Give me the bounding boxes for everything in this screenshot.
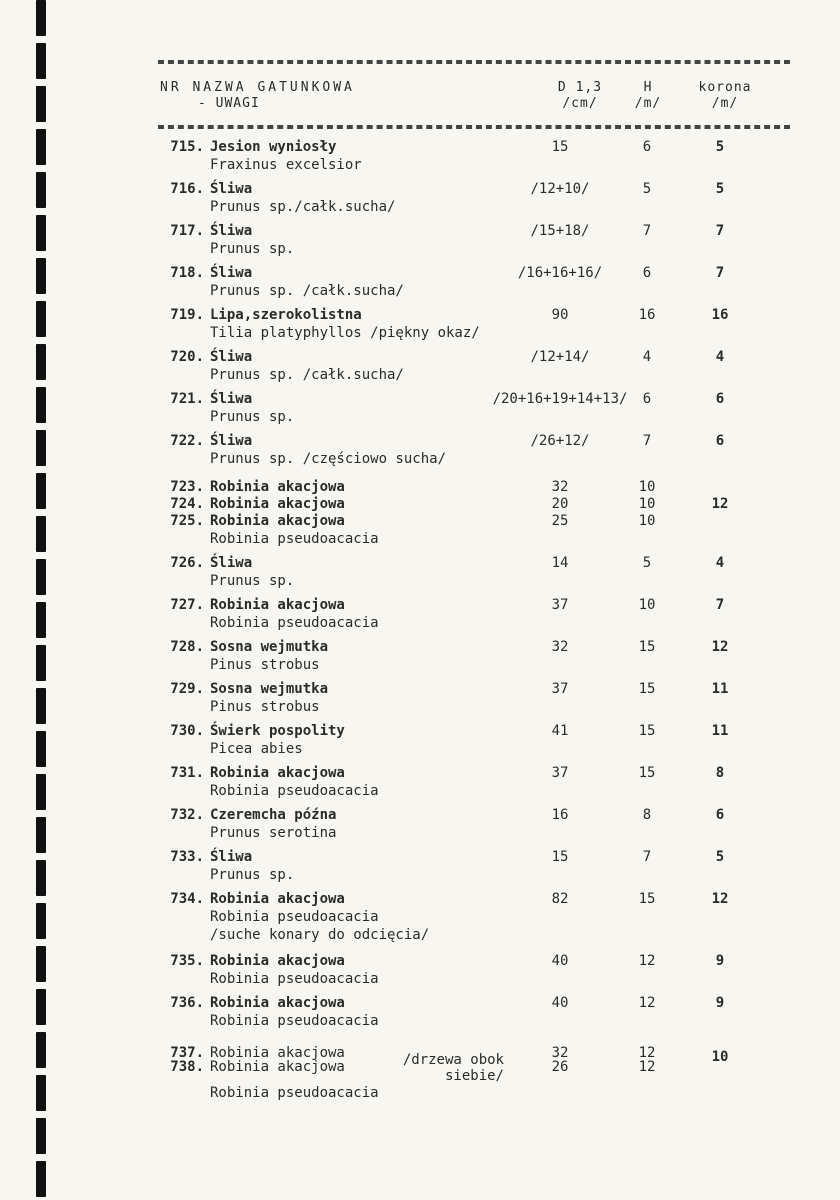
row-crown: 4	[715, 349, 725, 365]
row-number: 738.	[170, 1059, 204, 1075]
row-common-name: Robinia akacjowa	[210, 1059, 345, 1075]
row-diameter: /12+14/	[530, 349, 590, 365]
binding-hole	[36, 774, 46, 810]
row-crown: 9	[715, 953, 725, 969]
row-scientific-name: Prunus serotina	[210, 825, 337, 841]
row-crown: 7	[715, 265, 725, 281]
header-uwagi: - UWAGI	[198, 96, 260, 111]
row-height: 5	[642, 555, 652, 571]
row-scientific-name: Fraxinus excelsior	[210, 157, 362, 173]
row-height: 15	[638, 681, 656, 697]
row-scientific-name: Pinus strobus	[210, 657, 320, 673]
row-number: 720.	[170, 349, 204, 365]
row-number: 725.	[170, 513, 204, 529]
header-d-top: D 1,3	[557, 80, 603, 95]
row-number: 732.	[170, 807, 204, 823]
row-common-name: Robinia akacjowa	[210, 597, 345, 613]
row-scientific-name: Prunus sp. /całk.sucha/	[210, 367, 404, 383]
row-crown: 7	[715, 223, 725, 239]
row-diameter: 16	[551, 807, 569, 823]
row-diameter: 37	[551, 765, 569, 781]
row-scientific-name: Prunus sp. /częściowo sucha/	[210, 451, 447, 467]
row-height: 15	[638, 891, 656, 907]
binding-hole	[36, 602, 46, 638]
row-number: 722.	[170, 433, 204, 449]
row-number: 723.	[170, 479, 204, 495]
row-diameter: 40	[551, 953, 569, 969]
row-scientific-name: Pinus strobus	[210, 699, 320, 715]
row-common-name: Robinia akacjowa	[210, 765, 345, 781]
row-number: 737.	[170, 1045, 204, 1061]
row-common-name: Śliwa	[210, 555, 253, 571]
table-row-737-738	[0, 1044, 840, 1104]
row-diameter: 32	[551, 639, 569, 655]
row-common-name: Sosna wejmutka	[210, 639, 329, 655]
binding-hole	[36, 516, 46, 552]
row-scientific-name: Tilia platyphyllos /piękny okaz/	[210, 325, 480, 341]
row-crown: 12	[711, 496, 729, 512]
row-height: 4	[642, 349, 652, 365]
row-crown: 5	[715, 139, 725, 155]
row-number: 727.	[170, 597, 204, 613]
row-scientific-name: Prunus sp.	[210, 409, 295, 425]
row-scientific-name: Robinia pseudoacacia	[210, 531, 379, 547]
row-number: 717.	[170, 223, 204, 239]
row-height: 12	[638, 953, 656, 969]
header-nr-name: NR NAZWA GATUNKOWA	[160, 80, 355, 95]
row-number: 718.	[170, 265, 204, 281]
row-scientific-name: Prunus sp.	[210, 573, 295, 589]
row-number: 719.	[170, 307, 204, 323]
row-height: 7	[642, 849, 652, 865]
row-diameter: /20+16+19+14+13/	[492, 391, 628, 407]
row-common-name: Czeremcha późna	[210, 807, 337, 823]
row-diameter: 25	[551, 513, 569, 529]
row-scientific-name: Prunus sp./całk.sucha/	[210, 199, 396, 215]
header-rule-bottom	[158, 125, 790, 129]
header-d-unit: /cm/	[562, 96, 598, 111]
binding-hole	[36, 688, 46, 724]
row-crown	[680, 512, 760, 530]
row-height: 6	[642, 139, 652, 155]
row-crown: 16	[711, 307, 729, 323]
row-crown: 6	[715, 391, 725, 407]
row-diameter: /26+12/	[530, 433, 590, 449]
row-number: 734.	[170, 891, 204, 907]
row-common-name: Robinia akacjowa	[210, 953, 345, 969]
row-crown: 11	[711, 723, 729, 739]
row-height: 10	[638, 597, 656, 613]
row-common-name: Robinia akacjowa	[210, 513, 345, 529]
row-number: 724.	[170, 496, 204, 512]
row-scientific-name: Robinia pseudoacacia	[210, 615, 379, 631]
binding-hole	[36, 903, 46, 939]
row-diameter: 32	[551, 479, 569, 495]
row-crown: 5	[715, 181, 725, 197]
binding-hole	[36, 0, 46, 36]
row-height: 7	[642, 433, 652, 449]
header-h-unit: /m/	[634, 96, 662, 111]
row-diameter: 20	[551, 496, 569, 512]
row-diameter: 14	[551, 555, 569, 571]
row-crown: 8	[715, 765, 725, 781]
row-common-name: Śliwa	[210, 265, 253, 281]
row-diameter: 90	[551, 307, 569, 323]
row-remark: /suche konary do odcięcia/	[210, 927, 430, 943]
row-crown: 5	[715, 849, 725, 865]
row-number: 729.	[170, 681, 204, 697]
row-crown: 12	[711, 891, 729, 907]
row-scientific-name: Robinia pseudoacacia	[210, 1013, 379, 1029]
row-diameter: 37	[551, 597, 569, 613]
row-height: 15	[638, 765, 656, 781]
row-number: 736.	[170, 995, 204, 1011]
row-scientific-name: Prunus sp. /całk.sucha/	[210, 283, 404, 299]
row-height: 15	[638, 639, 656, 655]
row-crown: 9	[715, 995, 725, 1011]
row-common-name: Śliwa	[210, 433, 253, 449]
header-rule-top	[158, 60, 790, 64]
row-number: 721.	[170, 391, 204, 407]
row-diameter: /16+16+16/	[517, 265, 603, 281]
row-scientific-name: Prunus sp.	[210, 241, 295, 257]
binding-hole	[36, 860, 46, 896]
row-scientific-name: Robinia pseudoacacia	[210, 971, 379, 987]
binding-hole	[36, 172, 46, 208]
row-scientific-name: Robinia pseudoacacia	[210, 1085, 379, 1101]
binding-hole	[36, 1161, 46, 1197]
row-number: 715.	[170, 139, 204, 155]
binding-holes	[36, 0, 48, 1200]
row-common-name: Śliwa	[210, 849, 253, 865]
binding-hole	[36, 215, 46, 251]
binding-hole	[36, 258, 46, 294]
binding-hole	[36, 731, 46, 767]
row-common-name: Robinia akacjowa	[210, 891, 345, 907]
row-height: 12	[638, 995, 656, 1011]
row-crown: 10	[711, 1049, 729, 1065]
binding-hole	[36, 817, 46, 853]
row-common-name: Robinia akacjowa	[210, 1045, 345, 1061]
row-diameter: /12+10/	[530, 181, 590, 197]
row-crown: 12	[711, 639, 729, 655]
row-common-name: Śliwa	[210, 223, 253, 239]
row-common-name: Sosna wejmutka	[210, 681, 329, 697]
row-number: 735.	[170, 953, 204, 969]
row-height: 10	[638, 496, 656, 512]
row-scientific-name: Prunus sp.	[210, 867, 295, 883]
row-number: 728.	[170, 639, 204, 655]
row-height: 15	[638, 723, 656, 739]
row-crown	[680, 478, 760, 496]
binding-hole	[36, 473, 46, 509]
binding-hole	[36, 946, 46, 982]
row-height: 5	[642, 181, 652, 197]
row-crown: 7	[715, 597, 725, 613]
binding-hole	[36, 301, 46, 337]
binding-hole	[36, 43, 46, 79]
header-h-top: H	[643, 80, 653, 95]
row-note: /drzewa obok siebie/	[402, 1052, 504, 1084]
row-number: 730.	[170, 723, 204, 739]
header-korona-unit: /m/	[711, 96, 739, 111]
row-height: 6	[642, 391, 652, 407]
row-height: 16	[638, 307, 656, 323]
row-number: 733.	[170, 849, 204, 865]
binding-hole	[36, 129, 46, 165]
row-diameter: 15	[551, 139, 569, 155]
row-diameter: 26	[551, 1059, 569, 1075]
row-number: 726.	[170, 555, 204, 571]
row-crown: 4	[715, 555, 725, 571]
row-crown: 6	[715, 433, 725, 449]
row-height: 12	[638, 1059, 656, 1075]
row-number: 716.	[170, 181, 204, 197]
row-crown: 11	[711, 681, 729, 697]
row-common-name: Robinia akacjowa	[210, 995, 345, 1011]
row-diameter: 40	[551, 995, 569, 1011]
row-diameter: /15+18/	[530, 223, 590, 239]
row-diameter: 32	[551, 1045, 569, 1061]
row-height: 6	[642, 265, 652, 281]
row-scientific-name: Picea abies	[210, 741, 303, 757]
binding-hole	[36, 645, 46, 681]
header-korona-top: korona	[698, 80, 752, 95]
binding-hole	[36, 989, 46, 1025]
row-height: 10	[638, 513, 656, 529]
row-common-name: Robinia akacjowa	[210, 496, 345, 512]
row-common-name: Śliwa	[210, 391, 253, 407]
row-diameter: 15	[551, 849, 569, 865]
row-scientific-name: Robinia pseudoacacia	[210, 783, 379, 799]
row-common-name: Świerk pospolity	[210, 723, 345, 739]
row-height: 8	[642, 807, 652, 823]
row-common-name: Śliwa	[210, 349, 253, 365]
row-common-name: Lipa,szerokolistna	[210, 307, 362, 323]
row-number: 731.	[170, 765, 204, 781]
row-height: 7	[642, 223, 652, 239]
row-scientific-name: Robinia pseudoacacia	[210, 909, 379, 925]
row-diameter: 37	[551, 681, 569, 697]
row-diameter: 41	[551, 723, 569, 739]
binding-hole	[36, 387, 46, 423]
binding-hole	[36, 430, 46, 466]
binding-hole	[36, 86, 46, 122]
row-height: 12	[638, 1045, 656, 1061]
row-common-name: Śliwa	[210, 181, 253, 197]
row-common-name: Jesion wyniosły	[210, 139, 337, 155]
binding-hole	[36, 559, 46, 595]
binding-hole	[36, 344, 46, 380]
binding-hole	[36, 1118, 46, 1154]
row-common-name: Robinia akacjowa	[210, 479, 345, 495]
row-height: 10	[638, 479, 656, 495]
row-crown: 6	[715, 807, 725, 823]
row-diameter: 82	[551, 891, 569, 907]
